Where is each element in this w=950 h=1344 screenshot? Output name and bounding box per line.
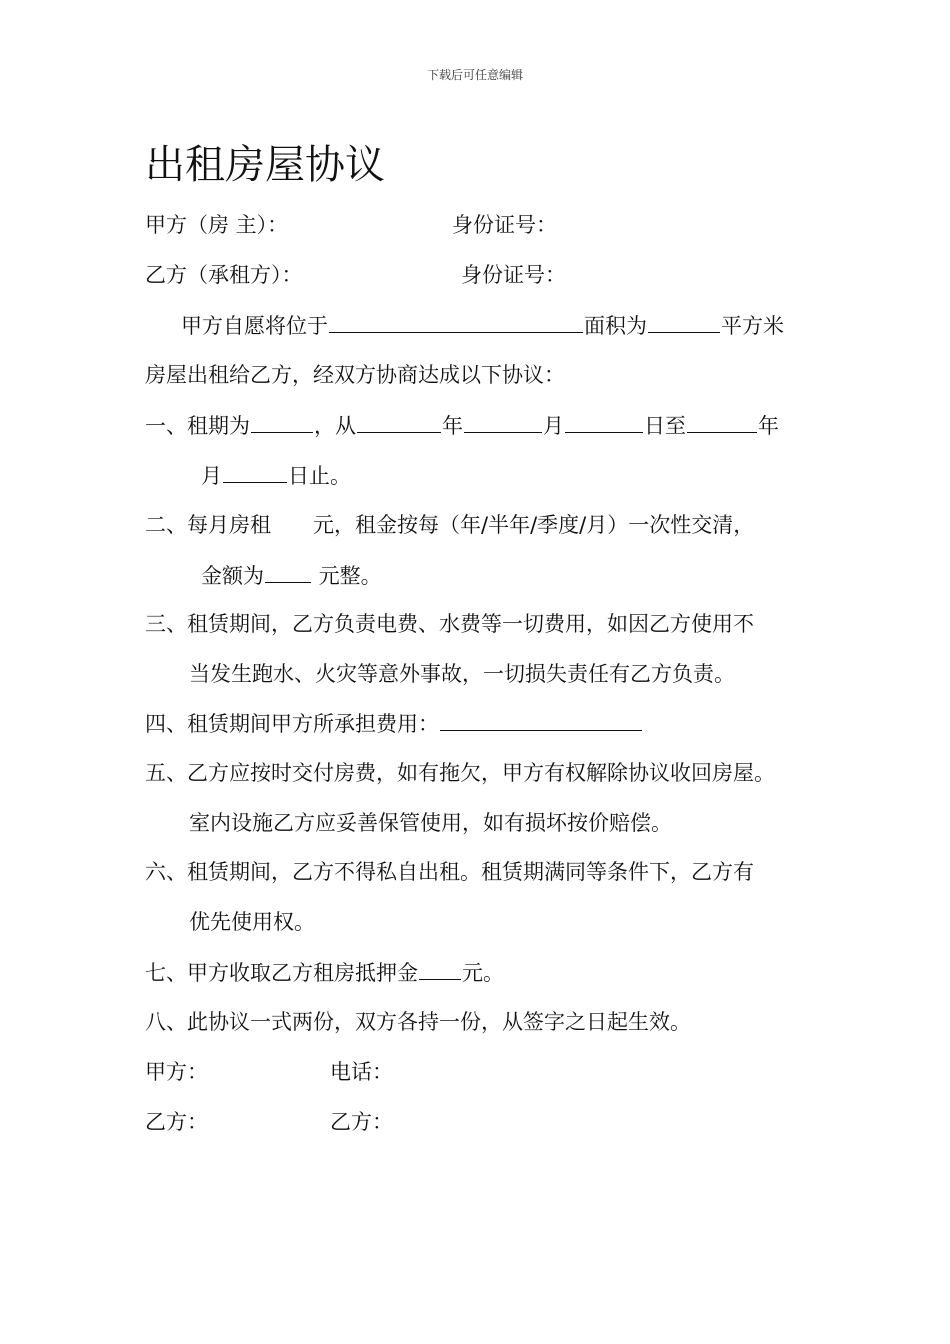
start-day-blank [565, 410, 643, 433]
header-note: 下载后可任意编辑 [426, 68, 523, 82]
intro-text-3: 平方米 [721, 314, 784, 338]
term-blank [251, 410, 313, 433]
clause-2-text-b: 元整。 [312, 564, 382, 588]
intro-text-1: 甲方自愿将位于 [181, 314, 328, 338]
intro-line-1 [181, 310, 784, 341]
clause-3-line-2: 当发生跑水、火灾等意外事故，一切损失责任有乙方负责。 [189, 662, 735, 686]
start-year-blank [357, 410, 441, 433]
end-month-day-blank [223, 460, 287, 483]
clause-6-line-2: 优先使用权。 [189, 910, 315, 934]
clause-7-text-b: 元。 [462, 961, 504, 985]
party-b-label: 乙方（承租方）： [145, 263, 303, 287]
party-a-label: 甲方（房 主）： [145, 213, 289, 237]
clause-1-text-d: 月 [543, 414, 564, 438]
clause-1-text-c: 年 [442, 414, 463, 438]
deposit-blank [419, 957, 461, 980]
clause-1-line-1 [145, 410, 779, 441]
page-title: 出租房屋协议 [145, 142, 385, 188]
signature-phone-label: 电话： [330, 1060, 393, 1084]
clause-1-text-h: 日止。 [288, 464, 351, 488]
party-a-id-label: 身份证号： [452, 213, 557, 237]
signature-party-b-label-2: 乙方： [330, 1110, 393, 1134]
party-b-id-label: 身份证号： [461, 263, 566, 287]
end-year-blank [687, 410, 757, 433]
signature-party-b-label: 乙方： [145, 1110, 208, 1134]
clause-5-line-2: 室内设施乙方应妥善保管使用，如有损坏按价赔偿。 [189, 811, 672, 835]
landlord-fees-blank [440, 708, 642, 731]
clause-8-line-1: 八、此协议一式两份，双方各持一份，从签字之日起生效。 [145, 1010, 691, 1034]
clause-7-line-1 [145, 957, 504, 988]
area-blank [648, 310, 720, 333]
clause-1-text-a: 一、租期为 [145, 414, 250, 438]
clause-2-text-a: 金额为 [201, 564, 264, 588]
intro-text-2: 面积为 [584, 314, 647, 338]
clause-1-text-f: 年 [758, 414, 779, 438]
clause-2-line-2 [201, 560, 382, 591]
start-month-blank [464, 410, 542, 433]
clause-1-text-g: 月 [201, 464, 222, 488]
intro-line-2: 房屋出租给乙方，经双方协商达成以下协议： [145, 363, 565, 387]
amount-blank [265, 560, 311, 583]
clause-5-line-1: 五、乙方应按时交付房费，如有拖欠，甲方有权解除协议收回房屋。 [145, 761, 775, 785]
clause-1-line-2 [201, 460, 351, 491]
clause-4-text: 四、租赁期间甲方所承担费用： [145, 712, 439, 736]
clause-3-line-1: 三、租赁期间，乙方负责电费、水费等一切费用，如因乙方使用不 [145, 612, 754, 636]
signature-party-a-label: 甲方： [145, 1060, 208, 1084]
clause-2-line-1: 二、每月房租 元，租金按每（年/半年/季度/月）一次性交清， [145, 513, 755, 537]
clause-7-text-a: 七、甲方收取乙方租房抵押金 [145, 961, 418, 985]
address-blank [329, 310, 583, 333]
clause-6-line-1: 六、租赁期间，乙方不得私自出租。租赁期满同等条件下，乙方有 [145, 860, 754, 884]
clause-1-text-b: ，从 [314, 414, 356, 438]
clause-4-line-1 [145, 708, 643, 739]
clause-1-text-e: 日至 [644, 414, 686, 438]
